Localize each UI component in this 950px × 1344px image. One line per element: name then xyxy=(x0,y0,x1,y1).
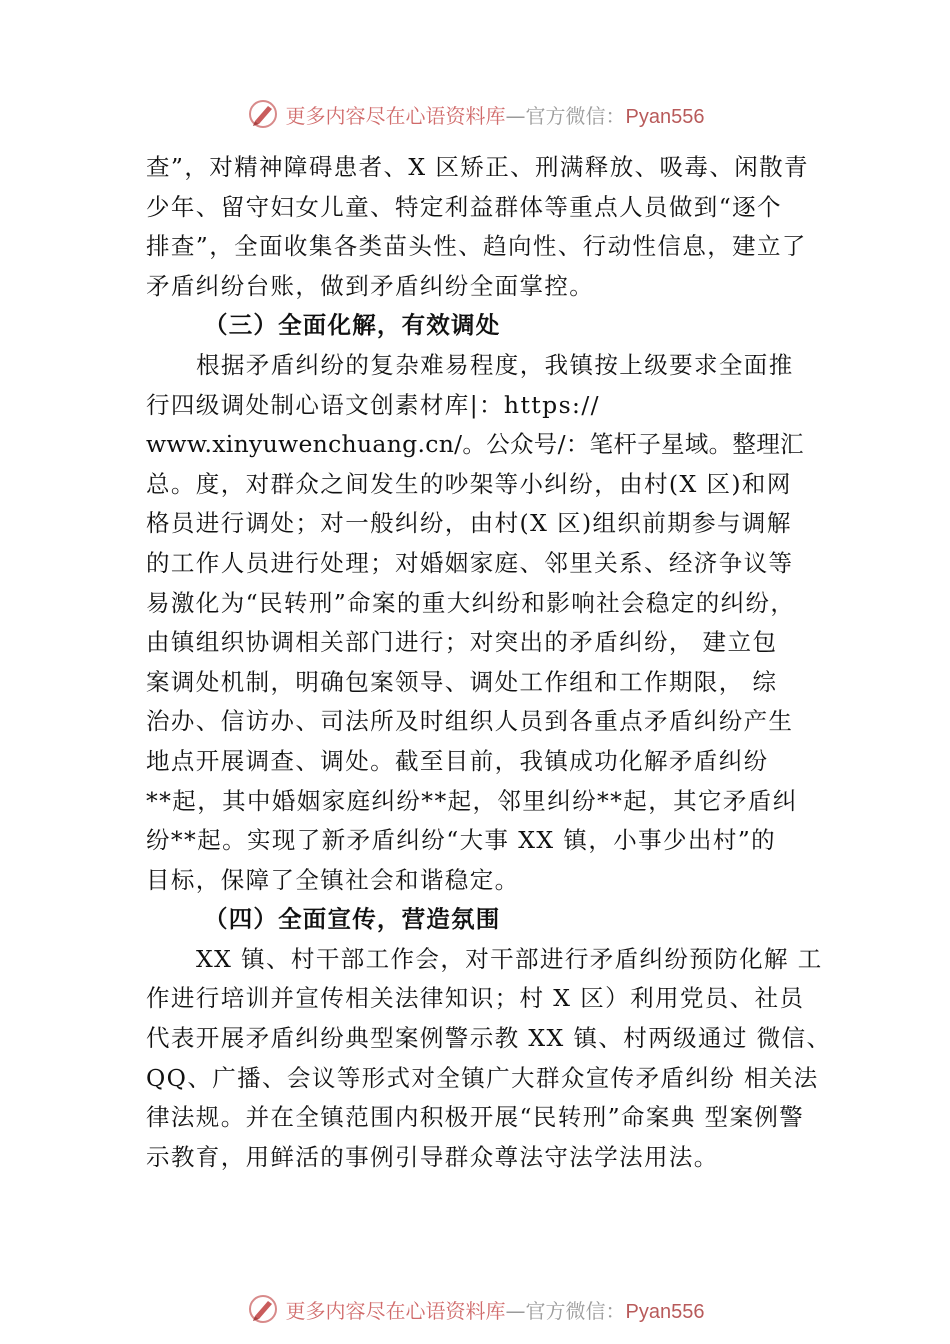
pen-logo-icon xyxy=(246,97,280,131)
body-line: XX 镇、村干部工作会，对干部进行矛盾纠纷预防化解 工 xyxy=(196,944,823,973)
banner-red-text: 更多内容尽在心语资料库 xyxy=(285,103,506,128)
body-line: 格员进行调处；对一般纠纷，由村(X 区)组织前期参与调解 xyxy=(146,509,792,538)
body-line: 目标，保障了全镇社会和谐稳定。 xyxy=(146,865,520,894)
body-line: 代表开展矛盾纠纷典型案例警示教 XX 镇、村两级通过 微信、 xyxy=(146,1024,832,1053)
section-heading-4: （四）全面宣传，营造氛围 xyxy=(204,905,501,934)
document-body xyxy=(146,148,836,1177)
body-line: 地点开展调查、调处。截至目前，我镇成功化解矛盾纠纷 xyxy=(146,746,769,775)
body-line: 由镇组织协调相关部门进行；对突出的矛盾纠纷， 建立包 xyxy=(146,628,778,657)
banner-wechat-id: Pyan556 xyxy=(625,1300,705,1323)
body-line: 治办、信访办、司法所及时组织人员到各重点矛盾纠纷产生 xyxy=(146,707,794,736)
body-line: 行四级调处制心语文创素材库|：https:// xyxy=(146,390,600,419)
body-line: 查”，对精神障碍患者、X 区矫正、刑满释放、吸毒、闲散青 xyxy=(146,153,809,181)
body-line: 案调处机制，明确包案领导、调处工作组和工作期限， 综 xyxy=(146,667,778,696)
body-line: 的工作人员进行处理；对婚姻家庭、邻里关系、经济争议等 xyxy=(146,548,794,577)
body-line: 少年、留守妇女儿童、特定利益群体等重点人员做到“逐个 xyxy=(146,192,782,221)
body-line: 矛盾纠纷台账，做到矛盾纠纷全面掌控。 xyxy=(146,271,595,300)
banner-grey-text: —官方微信： xyxy=(505,103,626,128)
body-line: 易激化为“民转刑”命案的重大纠纷和影响社会稳定的纠纷， xyxy=(146,588,796,617)
section-heading-3: （三）全面化解，有效调处 xyxy=(204,311,501,340)
banner-grey-text: —官方微信： xyxy=(505,1298,626,1323)
body-line: 作进行培训并宣传相关法律知识；村 X 区）利用党员、社员 xyxy=(146,984,805,1013)
header-watermark-banner xyxy=(0,94,950,134)
body-line: 纷**起。实现了新矛盾纠纷“大事 XX 镇，小事少出村”的 xyxy=(146,826,777,855)
body-line: 根据矛盾纠纷的复杂难易程度，我镇按上级要求全面推 xyxy=(196,350,794,379)
body-line: 排查”，全面收集各类苗头性、趋向性、行动性信息，建立了 xyxy=(146,232,807,261)
banner-red-text: 更多内容尽在心语资料库 xyxy=(285,1298,506,1323)
body-line: **起，其中婚姻家庭纠纷**起，邻里纠纷**起，其它矛盾纠 xyxy=(146,786,798,815)
body-line: 总。度，对群众之间发生的吵架等小纠纷，由村(X 区)和网 xyxy=(146,469,792,498)
banner-wechat-id: Pyan556 xyxy=(625,105,705,128)
pen-logo-icon xyxy=(246,1292,280,1326)
footer-watermark-banner xyxy=(0,1289,950,1329)
body-line: www.xinyuwenchuang.cn/。公众号/：笔杆子星域。整理汇 xyxy=(146,430,804,459)
body-line: 示教育，用鲜活的事例引导群众尊法守法学法用法。 xyxy=(146,1142,719,1171)
body-line: QQ、广播、会议等形式对全镇广大群众宣传矛盾纠纷 相关法 xyxy=(146,1063,819,1092)
body-line: 律法规。并在全镇范围内积极开展“民转刑”命案典 型案例警 xyxy=(146,1103,805,1132)
